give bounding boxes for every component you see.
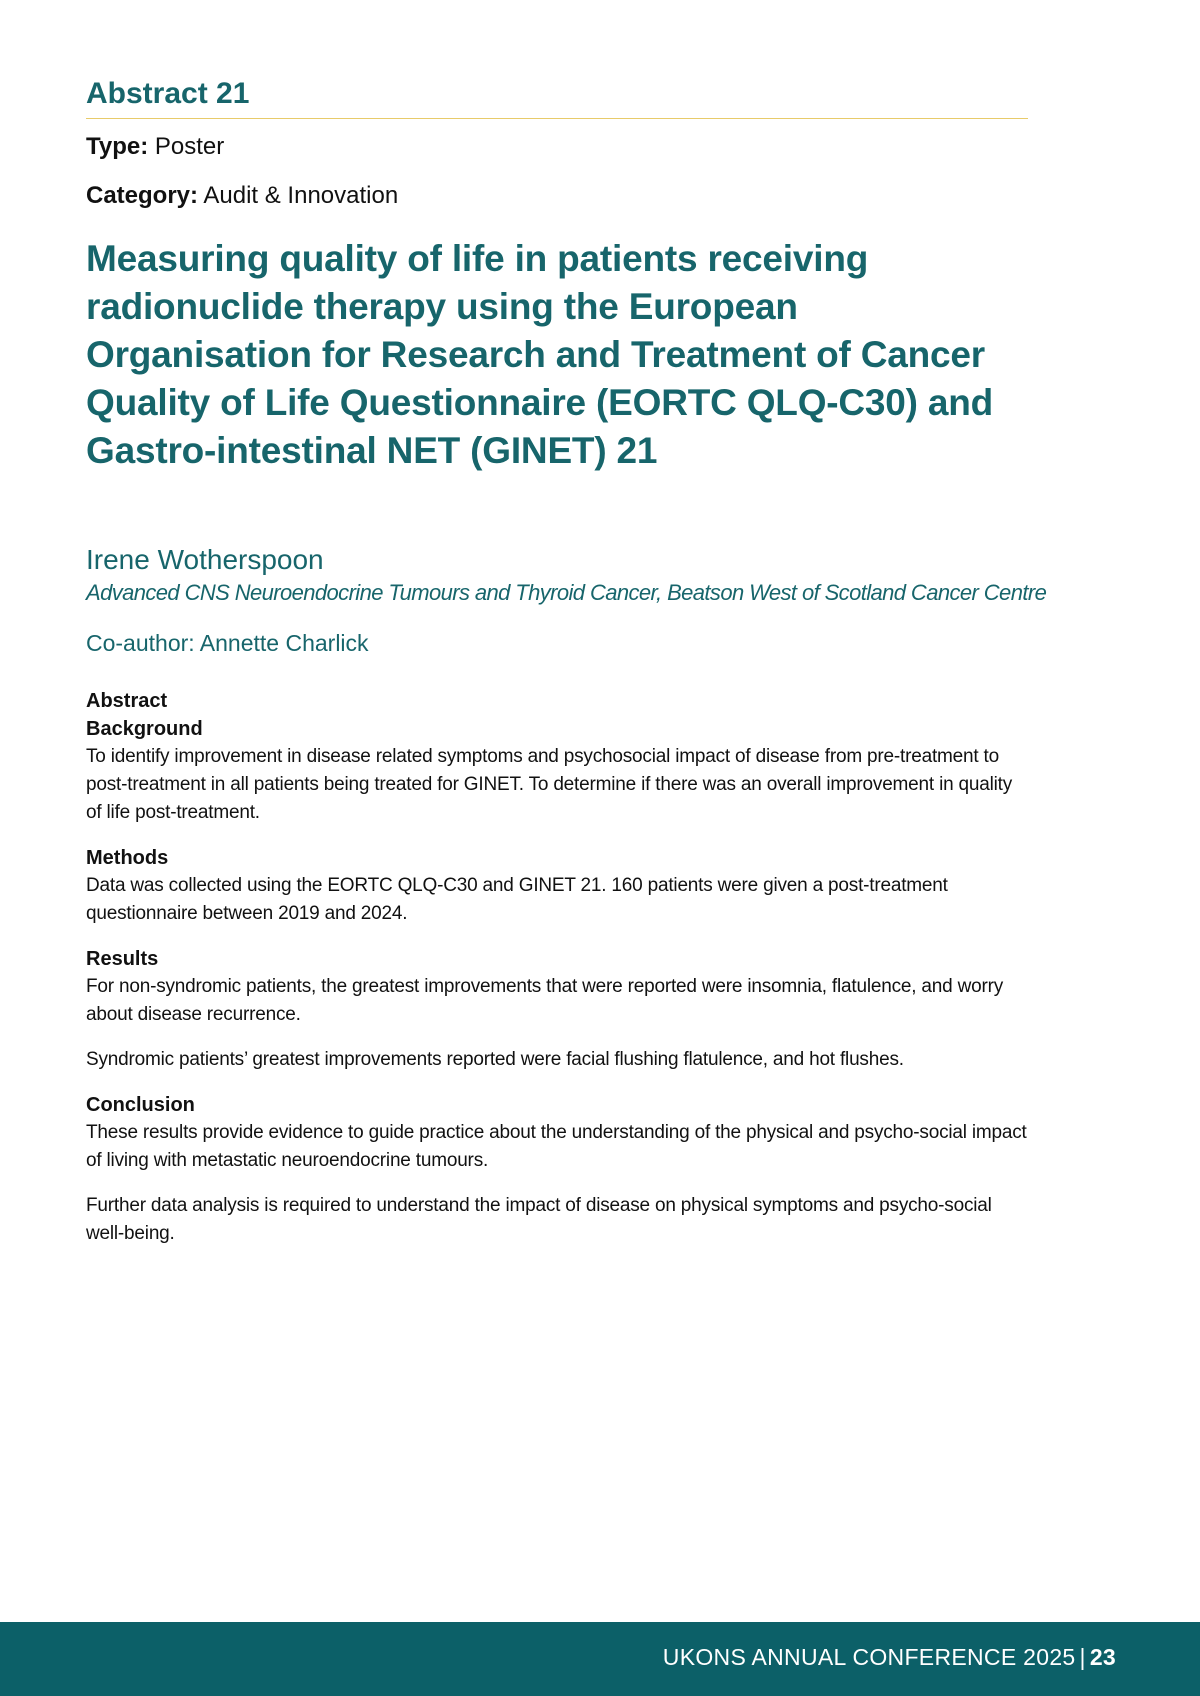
section-results [86, 945, 1028, 1074]
section-paragraph: Data was collected using the EORTC QLQ-C30 and GINET 21. 160 patients were given a post-treatment questionnaire between 2019 and 2024. [86, 875, 948, 925]
abstract-page [86, 76, 1047, 1248]
conference-name: UKONS ANNUAL CONFERENCE 2025 [662, 1644, 1076, 1670]
abstract-heading: Abstract [86, 690, 168, 713]
section-paragraph: To identify improvement in disease related symptoms and psychosocial impact of disease from pre-treatment to post-treatment in all patients being treated for GINET. To determine if there was an overall improvement in quality of life post-treatment. [86, 746, 1013, 824]
coauthor: Co-author: Annette Charlick [86, 630, 369, 657]
type-value: Poster [154, 133, 225, 160]
section-methods [86, 844, 1028, 928]
section-paragraph: For non-syndromic patients, the greatest improvements that were reported were insomnia, flatulence, and worry about disease recurrence. [86, 976, 1004, 1026]
category-value: Audit & Innovation [203, 181, 399, 209]
section-paragraph: Further data analysis is required to understand the impact of disease on physical symptoms and psycho-social well-being. [86, 1195, 992, 1245]
type-key: Type: [86, 133, 149, 160]
page-number: 23 [1089, 1644, 1116, 1670]
section-paragraph: Syndromic patients’ greatest improvements reported were facial flushing flatulence, and hot flushes. [86, 1049, 904, 1071]
author-name: Irene Wotherspoon [86, 543, 324, 575]
footer-separator: | [1079, 1644, 1086, 1670]
section-background [86, 715, 1028, 827]
author-affiliation: Advanced CNS Neuroendocrine Tumours and Thyroid Cancer, Beatson West of Scotland Cancer Centre [86, 580, 1047, 606]
abstract-number: Abstract 21 [86, 76, 1028, 119]
section-heading: Results [86, 948, 159, 971]
footer-text [663, 1644, 1116, 1672]
section-heading: Conclusion [86, 1094, 195, 1117]
section-conclusion [86, 1091, 1028, 1248]
abstract-body [86, 687, 1028, 1248]
category-key: Category: [86, 181, 199, 209]
section-heading: Methods [86, 847, 169, 870]
section-heading: Background [86, 718, 203, 741]
section-paragraph: These results provide evidence to guide practice about the understanding of the physical and psycho-social impact of living with metastatic neuroendocrine tumours. [86, 1122, 1027, 1172]
category-line [86, 182, 1028, 211]
type-line [86, 133, 1028, 162]
abstract-title: Measuring quality of life in patients receiving radionuclide therapy using the European Organisation for Research and Treatment of Cancer Quality of Life Questionnaire (EORTC QLQ-C30) and Gastro-intestinal NET (GINET) 21 [86, 237, 994, 471]
page-footer [0, 1622, 1200, 1696]
